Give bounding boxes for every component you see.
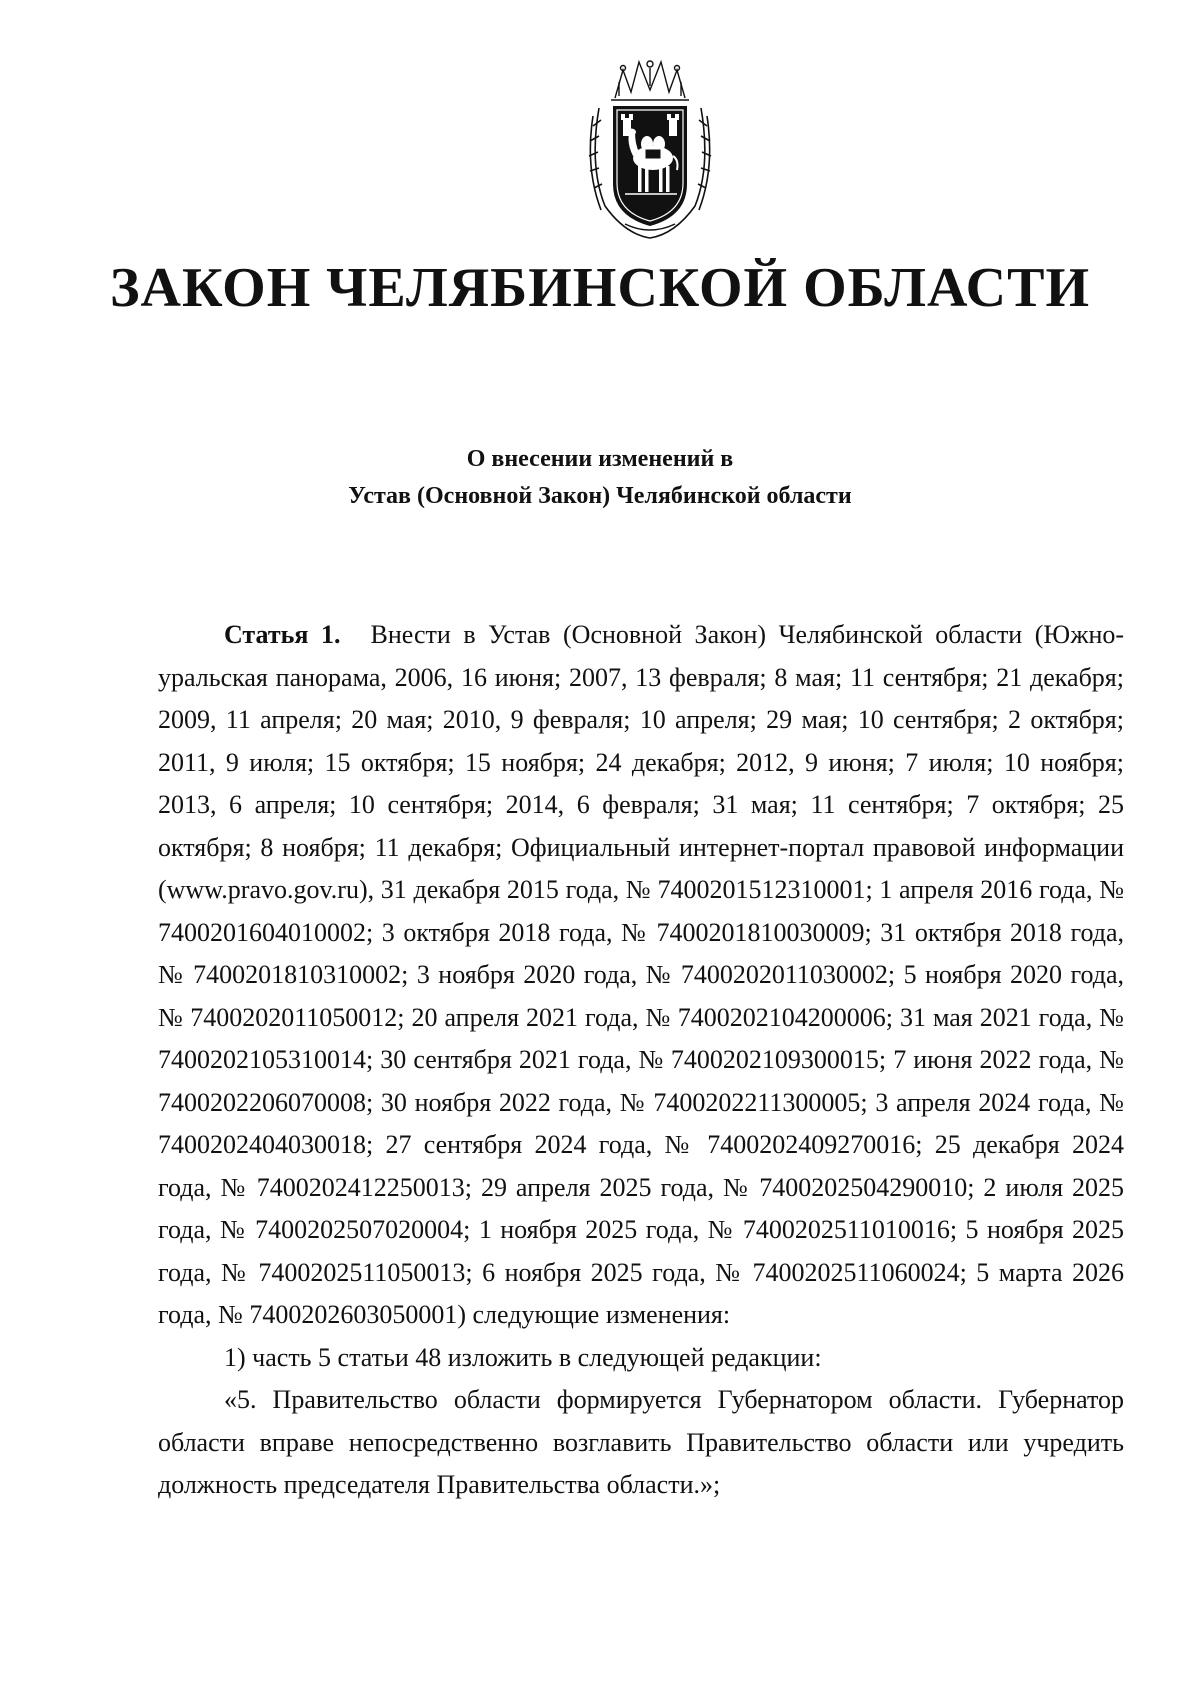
list-item-1: 1) часть 5 статьи 48 изложить в следующей редакции: (224, 1342, 822, 1372)
article-label: Статья 1. (224, 620, 341, 649)
list-item-1-text: «5. Правительство области формируется Губернатором области. Губернатор области вправе непосредственно возглавить Правительство области или учредить должность председателя Правительства области.»; (158, 1385, 1124, 1499)
subtitle-line-1: О внесении изменений в (466, 446, 734, 472)
law-title: ЗАКОН ЧЕЛЯБИНСКОЙ ОБЛАСТИ (109, 257, 1091, 319)
document-body (158, 614, 1124, 1507)
subtitle-line-2: Устав (Основной Закон) Челябинской области (348, 483, 852, 509)
article-intro-text: Внести в Устав (Основной Закон) Челябинской области (Южно-уральская панорама, 2006, 16 июня; 2007, 13 февраля; 8 мая; 11 сентября; 21 декабря; 2009, 11 апреля; 20 мая; 2010, 9 февраля; 10 апреля; 29 мая; 10 сентября; 2 октября; 2011, 9 июля; 15 октября; 15 ноября; 24 декабря; 2012, 9 июня; 7 июля; 10 ноября; 2013, 6 апреля; 10 сентября; 2014, 6 февраля; 31 мая; 11 сентября; 7 октября; 25 октября; 8 ноября; 11 декабря; Официальный интернет-портал правовой информации (www.pravo.gov.ru), 31 декабря 2015 года, № 7400201512310001; 1 апреля 2016 года, № 7400201604010002; 3 октября 2018 года, № 7400201810030009; 31 октября 2018 года, № 7400201810310002; 3 ноября 2020 года, № 7400202011030002; 5 ноября 2020 года, № 7400202011050012; 20 апреля 2021 года, № 7400202104200006; 31 мая 2021 года, № 7400202105310014; 30 сентября 2021 года, № 7400202109300015; 7 июня 2022 года, № 7400202206070008; 30 ноября 2022 года, № 7400202211300005; 3 апреля 2024 года, № 7400202404030018; 27 сентября 2024 года, № 7400202409270016; 25 декабря 2024 года, № 7400202412250013; 29 апреля 2025 года, № 7400202504290010; 2 июля 2025 года, № 7400202507020004; 1 ноября 2025 года, № 7400202511010016; 5 ноября 2025 года, № 7400202511050013; 6 ноября 2025 года, № 7400202511060024; 5 марта 2026 года, № 7400202603050001) следующие изменения: (158, 620, 1125, 1329)
law-subtitle (0, 441, 1200, 515)
coat-of-arms-icon (585, 56, 715, 242)
article-1-paragraph (158, 614, 1124, 1337)
